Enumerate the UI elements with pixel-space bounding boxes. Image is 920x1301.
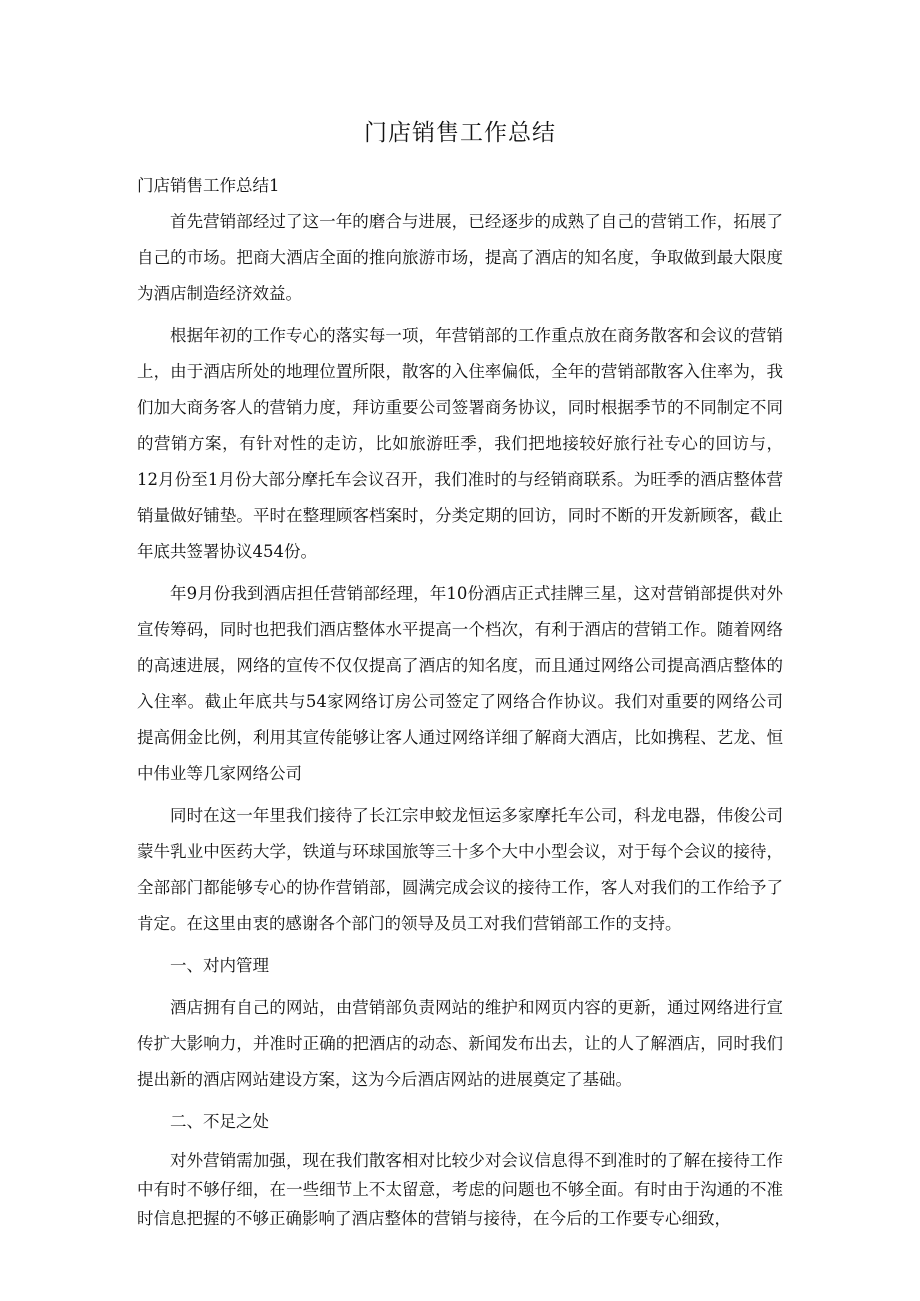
paragraph-1: 首先营销部经过了这一年的磨合与进展，已经逐步的成熟了自己的营销工作，拓展了自己的市场。把商大酒店全面的推向旅游市场，提高了酒店的知名度，争取做到最大限度为酒店制造经济效益。 (137, 212, 783, 303)
paragraph-4: 同时在这一年里我们接待了长江宗申蛟龙恒运多家摩托车公司，科龙电器，伟俊公司蒙牛乳业中医药大学，铁道与环球国旅等三十多个大中小型会议，对于每个会议的接待，全部部门都能够专心的协作营销部，圆满完成会议的接待工作，客人对我们的工作给予了肯定。在这里由衷的感谢各个部门的领导及员工对我们营销部工作的支持。 (137, 806, 783, 933)
section-heading-shortcomings: 二、不足之处 (170, 1112, 269, 1131)
document-title: 门店销售工作总结 (364, 120, 556, 146)
document-subtitle: 门店销售工作总结1 (137, 176, 280, 195)
document-body (137, 168, 783, 1239)
paragraph-3: 年9月份我到酒店担任营销部经理，年10份酒店正式挂牌三星，这对营销部提供对外宣传筹码，同时也把我们酒店整体水平提高一个档次，有利于酒店的营销工作。随着网络的高速进展，网络的宣传不仅仅提高了酒店的知名度，而且通过网络公司提高酒店整体的入住率。截止年底共与54家网络订房公司签定了网络合作协议。我们对重要的网络公司提高佣金比例，利用其宣传能够让客人通过网络详细了解商大酒店，比如携程、艺龙、恒中伟业等几家网络公司 (137, 584, 783, 783)
section-heading-internal-management: 一、对内管理 (170, 956, 269, 975)
paragraph-internal-management: 酒店拥有自己的网站，由营销部负责网站的维护和网页内容的更新，通过网络进行宣传扩大影响力，并准时正确的把酒店的动态、新闻发布出去，让的人了解酒店，同时我们提出新的酒店网站建设方案，这为今后酒店网站的进展奠定了基础。 (137, 998, 783, 1089)
paragraph-2: 根据年初的工作专心的落实每一项，年营销部的工作重点放在商务散客和会议的营销上，由于酒店所处的地理位置所限，散客的入住率偏低，全年的营销部散客入住率为，我们加大商务客人的营销力度，拜访重要公司签署商务协议，同时根据季节的不同制定不同的营销方案，有针对性的走访，比如旅游旺季，我们把地接较好旅行社专心的回访与，12月份至1月份大部分摩托车会议召开，我们准时的与经销商联系。为旺季的酒店整体营销量做好铺垫。平时在整理顾客档案时，分类定期的回访，同时不断的开发新顾客，截止年底共签署协议454份。 (137, 326, 783, 561)
paragraph-shortcomings: 对外营销需加强，现在我们散客相对比较少对会议信息得不到准时的了解在接待工作中有时不够仔细，在一些细节上不太留意，考虑的问题也不够全面。有时由于沟通的不准时信息把握的不够正确影响了酒店整体的营销与接待，在今后的工作要专心细致， (137, 1151, 783, 1228)
